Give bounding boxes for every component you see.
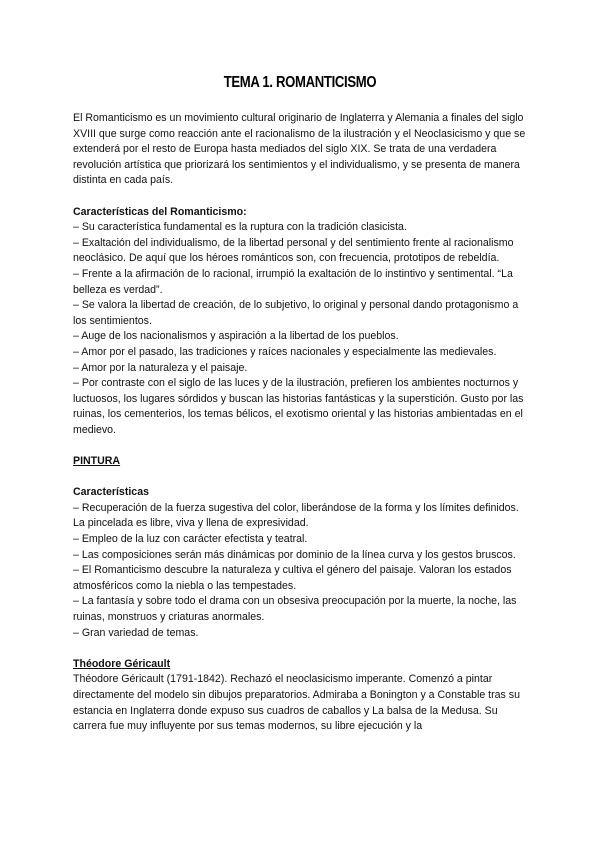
gericault-paragraph: Théodore Géricault (1791-1842). Rechazó el neoclasicismo imperante. Comenzó a pintar directamente del modelo sin dibujos preparatorios. Admiraba a Bonington y a Constable tras su estancia en Inglaterra donde expuso sus cuadros de caballos y La balsa de la Medusa. Su carrera fue muy influyente por sus temas modernos, su libre ejecución y la <box>73 673 520 733</box>
characteristics-heading: Características del Romanticismo: <box>73 205 247 218</box>
painting-item: – Recuperación de la fuerza sugestiva del color, liberándose de la forma y los límites definidos. La pincelada es libre, viva y llena de expresividad. <box>73 501 519 530</box>
painting-item: – Gran variedad de temas. <box>73 626 199 639</box>
characteristic-item: – Amor por la naturaleza y el paisaje. <box>73 361 248 374</box>
intro-paragraph: El Romanticismo es un movimiento cultural originario de Inglaterra y Alemania a finales del siglo XVIII que surge como reacción ante el racionalismo de la ilustración y el Neoclasicismo y que se extenderá por el resto de Europa hasta mediados del siglo XIX. Se trata de una verdadera revolución artística que priorizará los sentimientos y el individualismo, y se presenta de manera distinta en cada país. <box>73 112 526 187</box>
characteristic-item: – Auge de los nacionalismos y aspiración a la libertad de los pueblos. <box>73 330 399 343</box>
characteristic-item: – Exaltación del individualismo, de la libertad personal y del sentimiento frente al racionalismo neoclásico. De aquí que los héroes románticos son, con frecuencia, prototipos de rebeldía. <box>73 236 514 265</box>
characteristic-item: – Frente a la afirmación de lo racional, irrumpió la exaltación de lo instintivo y sentimental. “La belleza es verdad”. <box>73 267 513 296</box>
painting-item: – La fantasía y sobre todo el drama con un obsesiva preocupación por la muerte, la noche, las ruinas, monstruos y criaturas anormales. <box>73 595 517 623</box>
characteristic-item: – Amor por el pasado, las tradiciones y raíces nacionales y especialmente las medievales. <box>73 345 497 358</box>
painting-section-title: PINTURA <box>73 455 121 468</box>
painting-item: – Las composiciones serán más dinámicas por dominio de la línea curva y los gestos bruscos. <box>73 548 516 561</box>
document-title: TEMA 1. ROMANTICISMO <box>223 74 377 91</box>
painting-characteristics-heading: Características <box>73 486 149 499</box>
characteristic-item: – Su característica fundamental es la ruptura con la tradición clasicista. <box>73 221 407 234</box>
document-body <box>73 111 533 735</box>
painting-item: – El Romanticismo descubre la naturaleza y cultiva el género del paisaje. Valoran los estados atmosféricos como la niebla o las tempestades. <box>73 564 512 592</box>
characteristic-item: – Por contraste con el siglo de las luces y de la ilustración, prefieren los ambientes nocturnos y luctuosos, los lugares sórdidos y buscan las historias fantásticas y la superstición. Gusto por las ruinas, los cementerios, los temas bélicos, el exotismo oriental y las historias ambientadas en el medievo. <box>73 377 524 436</box>
gericault-title: Théodore Géricault <box>73 657 171 670</box>
painting-item: – Empleo de la luz con carácter efectista y teatral. <box>73 533 308 546</box>
characteristic-item: – Se valora la libertad de creación, de lo subjetivo, lo original y personal dando protagonismo a los sentimientos. <box>73 299 519 327</box>
